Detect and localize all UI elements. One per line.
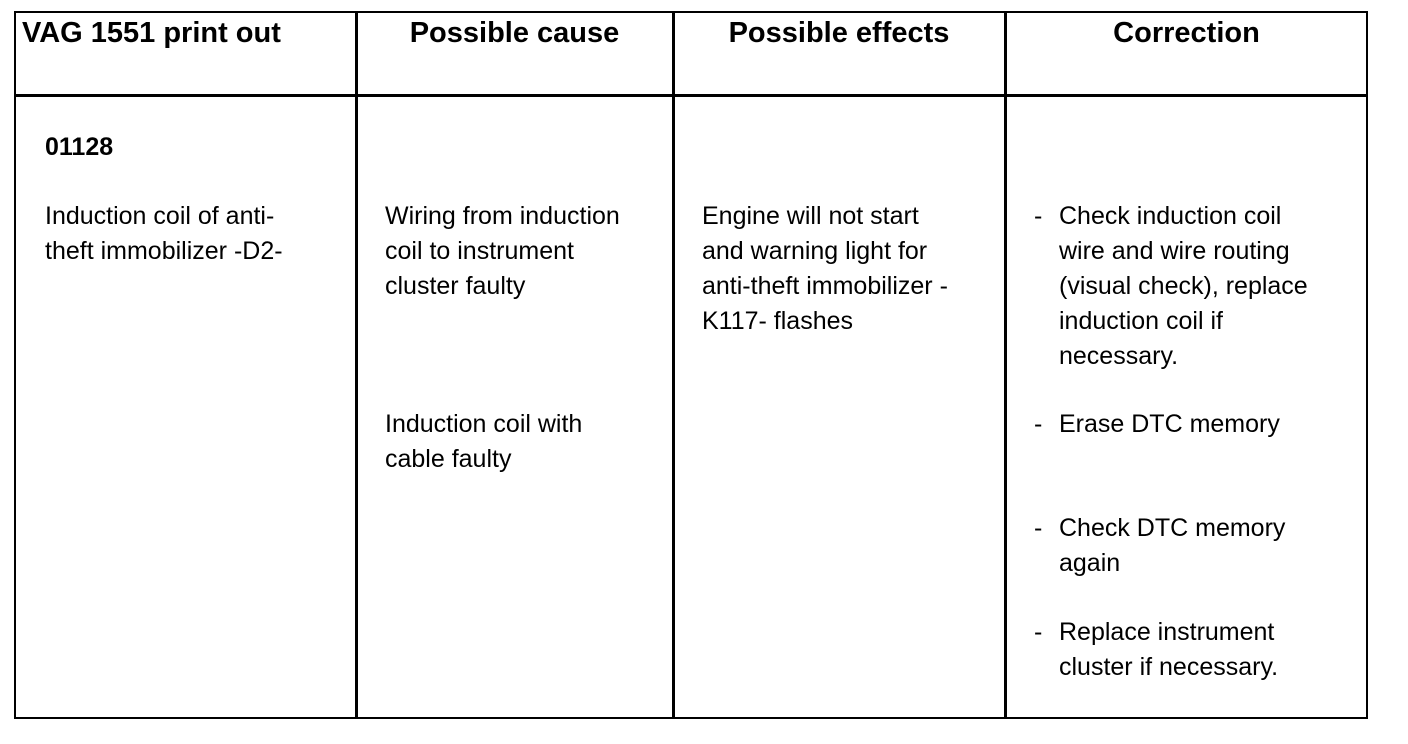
header-possible-effects: Possible effects bbox=[728, 17, 950, 49]
fault-table: VAG 1551 print out Possible cause Possible effects Correction 01128 Induction coil of anti- theft immobilizer -D2- Wiring from induction coil to instrument cluster faulty Induction coil with cable faulty Engine will not start and warning light for anti-theft immobilizer - K117- flashes - Check induction coil wire and wire routing (visual check), replace induction coil if necessary. - Erase DTC memory - Check DTC memory again - Replace instrument cluster if necessary. bbox=[14, 11, 1368, 719]
column-divider bbox=[355, 13, 358, 717]
header-correction: Correction bbox=[1113, 17, 1260, 49]
header-divider bbox=[16, 94, 1366, 97]
fault-code: 01128 bbox=[45, 133, 114, 161]
cause-wiring: Wiring from induction coil to instrument cluster faulty bbox=[385, 202, 620, 300]
column-divider bbox=[1004, 13, 1007, 717]
fault-description: Induction coil of anti- theft immobilizer -D2- bbox=[45, 202, 283, 265]
header-possible-cause: Possible cause bbox=[409, 17, 620, 49]
column-divider bbox=[672, 13, 675, 717]
header-vag-printout: VAG 1551 print out bbox=[22, 17, 281, 49]
cause-induction-coil: Induction coil with cable faulty bbox=[385, 410, 583, 473]
effects-text: Engine will not start and warning light for anti-theft immobilizer - K117- flashes bbox=[702, 202, 948, 335]
